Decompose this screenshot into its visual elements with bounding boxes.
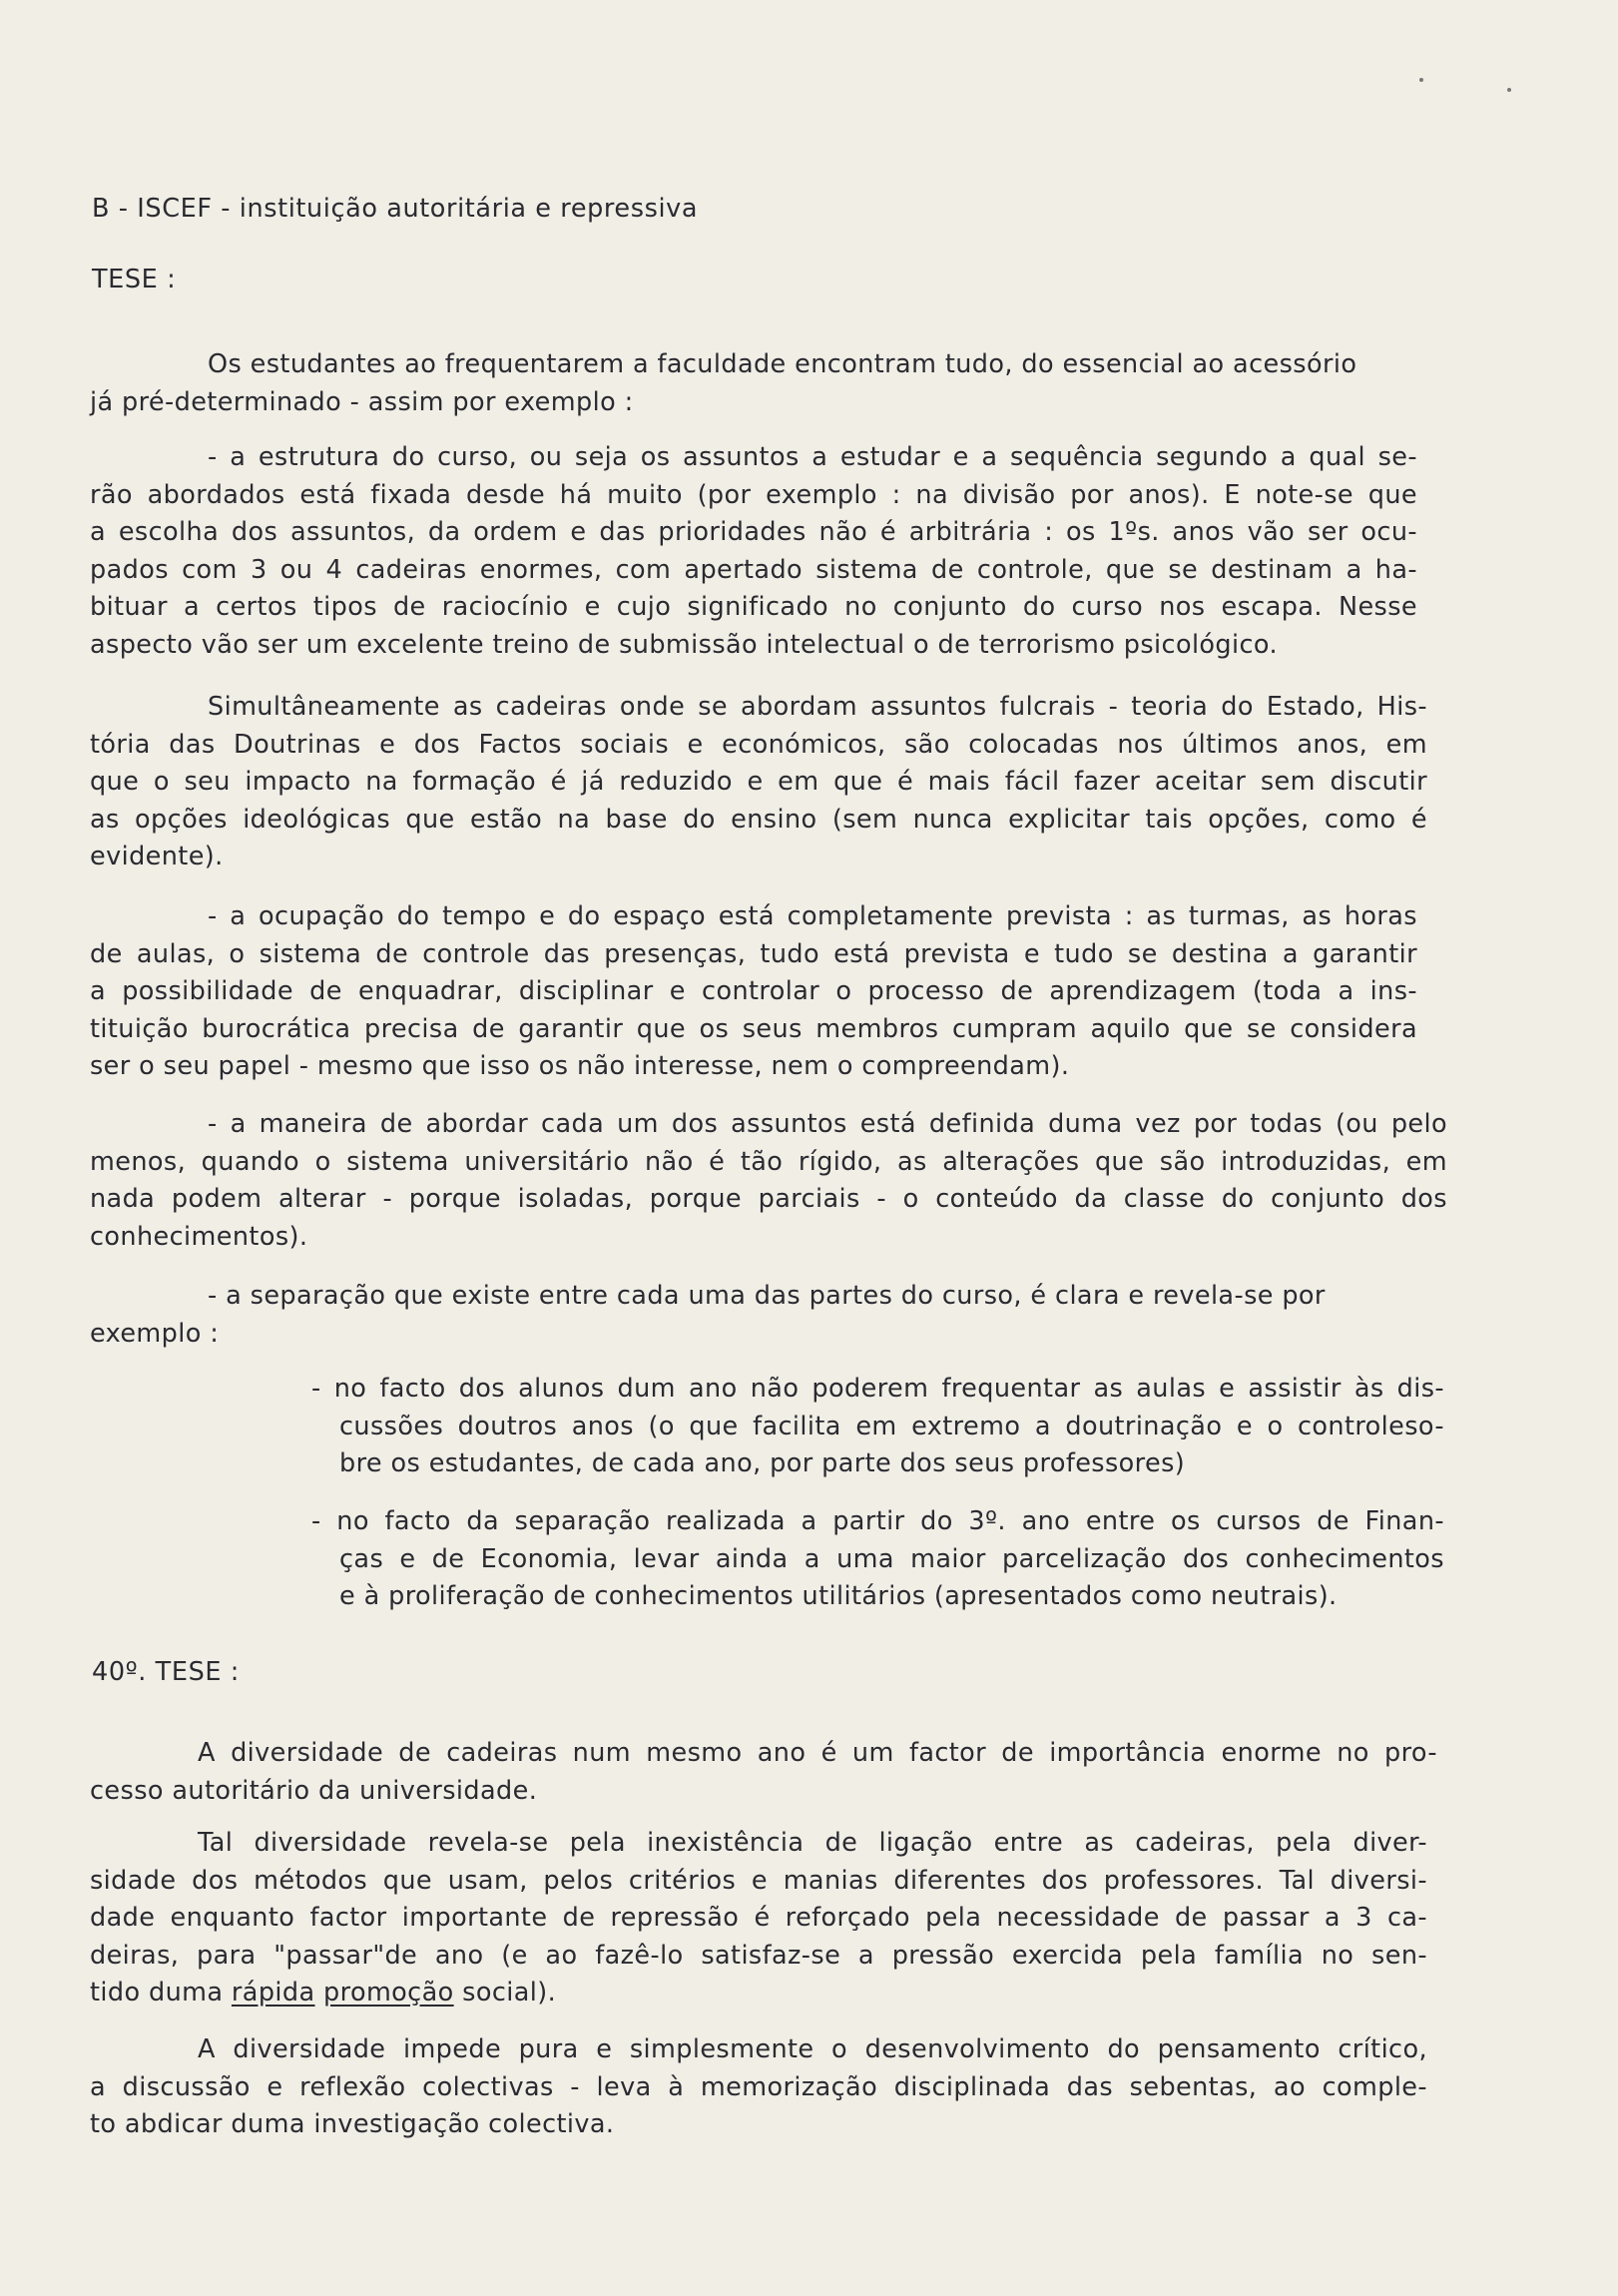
text-line: A diversidade impede pura e simplesmente o desenvolvimento do pensamento crítico,: [198, 2034, 1427, 2064]
tese-label: TESE :: [92, 265, 177, 294]
text-line: to abdicar duma investigação colectiva.: [90, 2109, 615, 2139]
text-line: - a separação que existe entre cada uma das partes do curso, é clara e revela-se por: [208, 1281, 1326, 1311]
text-line: Tal diversidade revela-se pela inexistência de ligação entre as cadeiras, pela diver-: [198, 1828, 1427, 1858]
text-line: - a ocupação do tempo e do espaço está completamente prevista : as turmas, as horas: [208, 901, 1417, 931]
text-line: que o seu impacto na formação é já reduzido e em que é mais fácil fazer aceitar sem discutir: [90, 767, 1427, 797]
sub-item-1: [311, 1371, 1444, 1483]
text-line: as opções ideológicas que estão na base do ensino (sem nunca explicitar tais opções, como é: [90, 804, 1427, 835]
text-line: menos, quando o sistema universitário não é tão rígido, as alterações que são introduzidas, em: [90, 1146, 1447, 1177]
text-line: - no facto da separação realizada a partir do 3º. ano entre os cursos de Finan-: [311, 1506, 1444, 1536]
text-line: Os estudantes ao frequentarem a faculdade encontram tudo, do essencial ao acessório: [208, 349, 1357, 379]
sub-item-2: [311, 1503, 1444, 1616]
text-line: bituar a certos tipos de raciocínio e cujo significado no conjunto do curso nos escapa. Nesse: [90, 592, 1417, 622]
underlined-word: promoção: [323, 1978, 454, 2008]
text-span: [315, 1978, 324, 2008]
text-line: conhecimentos).: [90, 1221, 308, 1252]
tese-40-label: 40º. TESE :: [92, 1657, 240, 1687]
text-line: já pré-determinado - assim por exemplo :: [90, 386, 634, 417]
text-line: [90, 1975, 1427, 2012]
text-line: sidade dos métodos que usam, pelos critérios e manias diferentes dos professores. Tal diversi-: [90, 1865, 1427, 1896]
text-line: bre os estudantes, de cada ano, por parte dos seus professores): [339, 1448, 1186, 1478]
text-line: - no facto dos alunos dum ano não poderem frequentar as aulas e assistir às dis-: [311, 1374, 1444, 1404]
text-line: e à proliferação de conhecimentos utilitários (apresentados como neutrais).: [339, 1581, 1338, 1611]
paragraph-diversidade-3: [90, 2031, 1427, 2144]
underlined-word: rápida: [231, 1978, 315, 2008]
text-line: dade enquanto factor importante de repressão é reforçado pela necessidade de passar a 3 ca-: [90, 1903, 1427, 1933]
item-separacao: [90, 1278, 1417, 1353]
text-span: tido duma: [90, 1978, 232, 2008]
text-line: nada podem alterar - porque isoladas, porque parciais - o conteúdo da classe do conjunto dos: [90, 1184, 1447, 1214]
text-line: de aulas, o sistema de controle das presenças, tudo está prevista e tudo se destina a garantir: [90, 938, 1417, 969]
text-line: ças e de Economia, levar ainda a uma maior parcelização dos conhecimentos: [339, 1543, 1444, 1574]
text-line: cussões doutros anos (o que facilita em extremo a doutrinação e o controleso-: [339, 1411, 1444, 1441]
text-line: Simultâneamente as cadeiras onde se abordam assuntos fulcrais - teoria do Estado, His-: [208, 692, 1427, 722]
text-line: - a maneira de abordar cada um dos assuntos está definida duma vez por todas (ou pelo: [208, 1109, 1447, 1139]
text-line: - a estrutura do curso, ou seja os assuntos a estudar e a sequência segundo a qual se-: [208, 442, 1417, 472]
text-line: a escolha dos assuntos, da ordem e das prioridades não é arbitrária : os 1ºs. anos vão ser ocu-: [90, 517, 1417, 547]
text-line: cesso autoritário da universidade.: [90, 1775, 538, 1806]
text-line: a discussão e reflexão colectivas - leva à memorização disciplinada das sebentas, ao comple-: [90, 2071, 1427, 2102]
paragraph-diversidade-1: [90, 1735, 1437, 1810]
item-maneira: [90, 1106, 1447, 1256]
text-span: social).: [453, 1978, 557, 2008]
text-line: A diversidade de cadeiras num mesmo ano é um factor de importância enorme no pro-: [198, 1738, 1437, 1768]
item-ocupacao: [90, 898, 1417, 1086]
item-estrutura: [90, 439, 1417, 664]
text-line: rão abordados está fixada desde há muito (por exemplo : na divisão por anos). E note-se que: [90, 479, 1417, 510]
text-line: deiras, para "passar"de ano (e ao fazê-lo satisfaz-se a pressão exercida pela família no sen-: [90, 1940, 1427, 1971]
section-title: B - ISCEF - instituição autoritária e repressiva: [92, 194, 699, 224]
speck-mark: [1507, 88, 1511, 92]
text-line: evidente).: [90, 842, 224, 871]
speck-mark: [1419, 78, 1423, 82]
text-line: a possibilidade de enquadrar, disciplinar e controlar o processo de aprendizagem (toda a ins-: [90, 976, 1417, 1006]
text-line: aspecto vão ser um excelente treino de submissão intelectual o de terrorismo psicológico.: [90, 629, 1278, 660]
intro-paragraph: [90, 346, 1427, 421]
text-line: tituição burocrática precisa de garantir que os seus membros cumpram aquilo que se considera: [90, 1013, 1417, 1044]
paragraph-simultaneamente: [90, 689, 1427, 876]
text-line: tória das Doutrinas e dos Factos sociais e económicos, são colocadas nos últimos anos, em: [90, 729, 1427, 760]
text-line: pados com 3 ou 4 cadeiras enormes, com apertado sistema de controle, que se destinam a ha-: [90, 554, 1417, 585]
text-line: ser o seu papel - mesmo que isso os não interesse, nem o compreendam).: [90, 1051, 1070, 1081]
paragraph-diversidade-2: [90, 1825, 1427, 2012]
text-line: exemplo :: [90, 1318, 220, 1349]
